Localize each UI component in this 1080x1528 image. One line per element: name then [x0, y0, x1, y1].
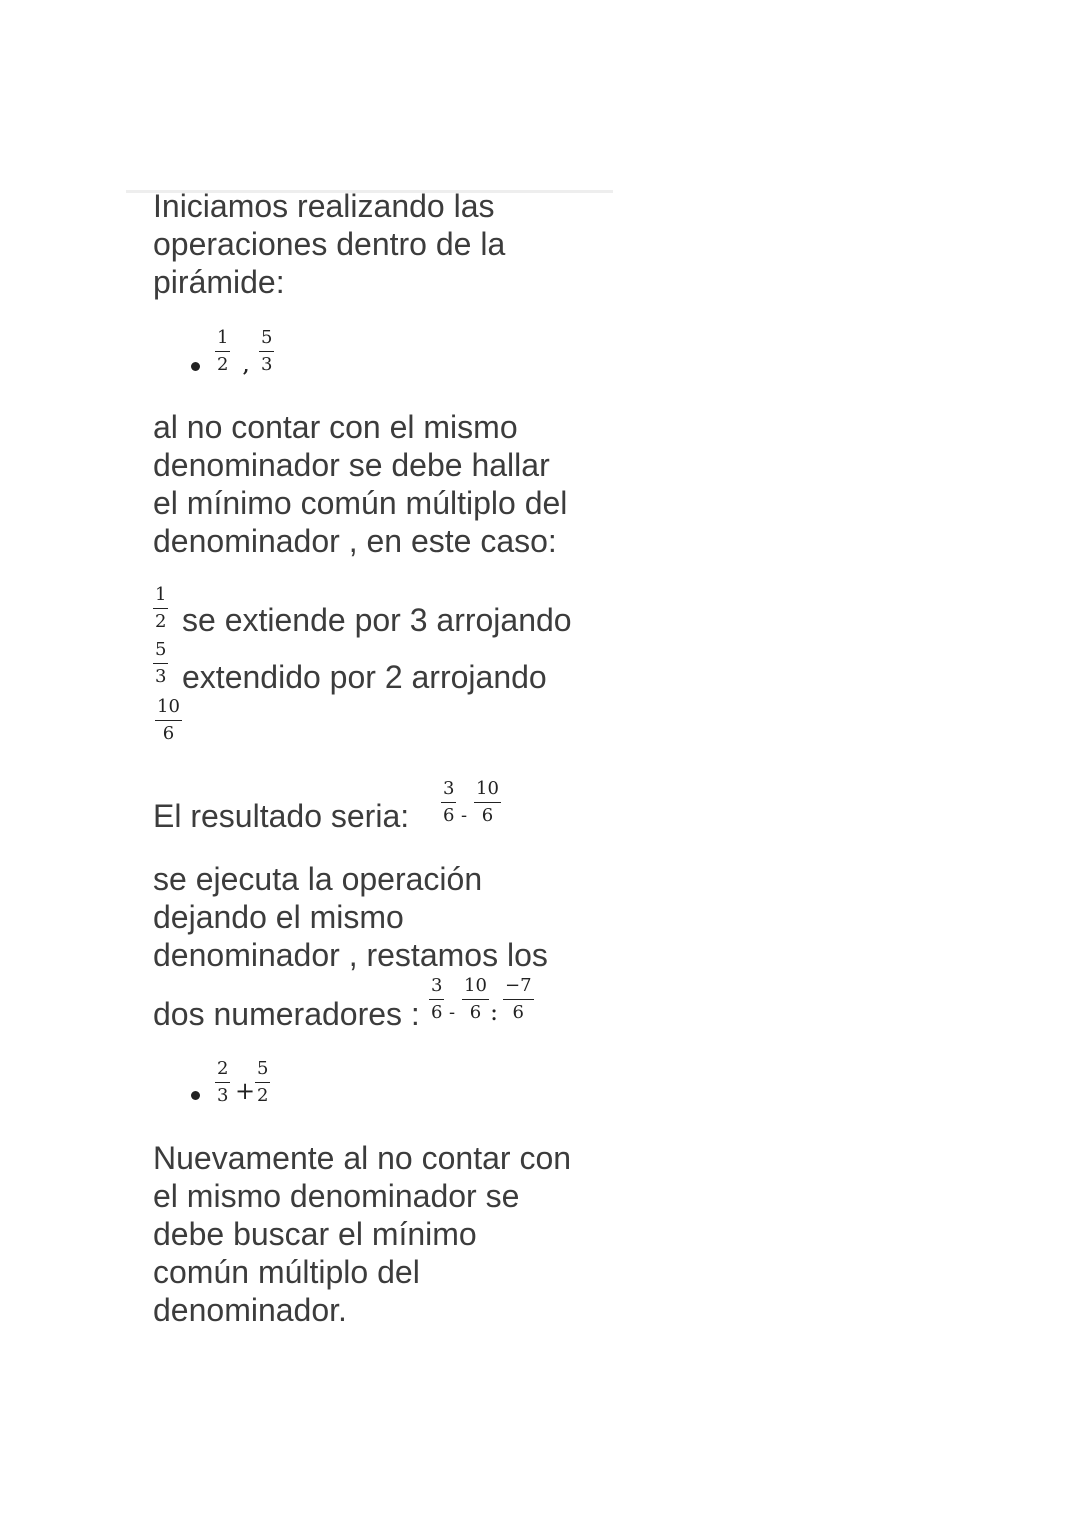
text-line: el mínimo común múltiplo del [153, 485, 568, 521]
denominator: 6 [162, 723, 175, 744]
minus-sign: - [449, 1002, 456, 1023]
text-line: denominador se debe hallar [153, 447, 550, 483]
fraction [429, 976, 444, 1023]
denominator: 3 [217, 1085, 229, 1106]
fraction [474, 779, 501, 826]
numerator: 5 [153, 640, 168, 664]
denominator: 6 [481, 805, 494, 826]
text-line: se ejecuta la operación [153, 861, 483, 897]
extension-text-1: se extiende por 3 arrojando [182, 602, 572, 638]
separator: , [243, 356, 250, 377]
denominator: 3 [261, 354, 273, 375]
bullet-icon [191, 362, 200, 371]
fraction [462, 976, 489, 1023]
numerator: 3 [441, 779, 456, 803]
minus-sign: - [461, 805, 468, 826]
numerator: 1 [215, 328, 230, 352]
fraction [215, 328, 230, 375]
text-line: denominador , restamos los [153, 937, 548, 973]
equals-colon: : [490, 998, 499, 1026]
fraction [215, 1059, 230, 1106]
text-line: debe buscar el mínimo [153, 1216, 477, 1252]
text-line: común múltiplo del [153, 1254, 420, 1290]
lcm-paragraph [153, 408, 567, 560]
result-label: El resultado seria: [153, 798, 410, 834]
denominator: 6 [431, 1002, 443, 1023]
fraction [153, 585, 168, 632]
denominator: 3 [155, 666, 167, 687]
text-line: al no contar con el mismo [153, 409, 518, 445]
text-line: Nuevamente al no contar con [153, 1140, 572, 1176]
text-line: Iniciamos realizando las [153, 188, 495, 224]
text-line: dejando el mismo [153, 899, 404, 935]
numerator: −7 [503, 976, 534, 1000]
subtraction-paragraph [153, 860, 548, 974]
bullet-icon [191, 1091, 200, 1100]
text-line: pirámide: [153, 264, 285, 300]
denominator: 2 [257, 1085, 269, 1106]
numerator: 3 [429, 976, 444, 1000]
text-line: denominador. [153, 1292, 347, 1328]
fraction [503, 976, 534, 1023]
fraction [259, 328, 274, 375]
numerator: 10 [155, 697, 182, 721]
denominator: 6 [469, 1002, 482, 1023]
numerator: 10 [474, 779, 501, 803]
denominator: 6 [512, 1002, 524, 1023]
denominator: 6 [443, 805, 455, 826]
numerator: 2 [215, 1059, 230, 1083]
extension-text-2: extendido por 2 arrojando [182, 659, 547, 695]
fraction [153, 640, 168, 687]
numerator: 5 [259, 328, 274, 352]
plus-sign: + [235, 1077, 256, 1105]
fraction [441, 779, 456, 826]
numerator: 10 [462, 976, 489, 1000]
denominator: 2 [155, 611, 167, 632]
text-line: el mismo denominador se [153, 1178, 520, 1214]
intro-paragraph [153, 187, 505, 301]
denominator: 2 [217, 354, 229, 375]
fraction [155, 697, 182, 744]
numerator: 5 [255, 1059, 270, 1083]
numerators-label: dos numeradores : [153, 996, 420, 1032]
text-line: denominador , en este caso: [153, 523, 557, 559]
text-line: operaciones dentro de la [153, 226, 506, 262]
fraction [255, 1059, 270, 1106]
closing-paragraph [153, 1139, 571, 1329]
numerator: 1 [153, 585, 168, 609]
